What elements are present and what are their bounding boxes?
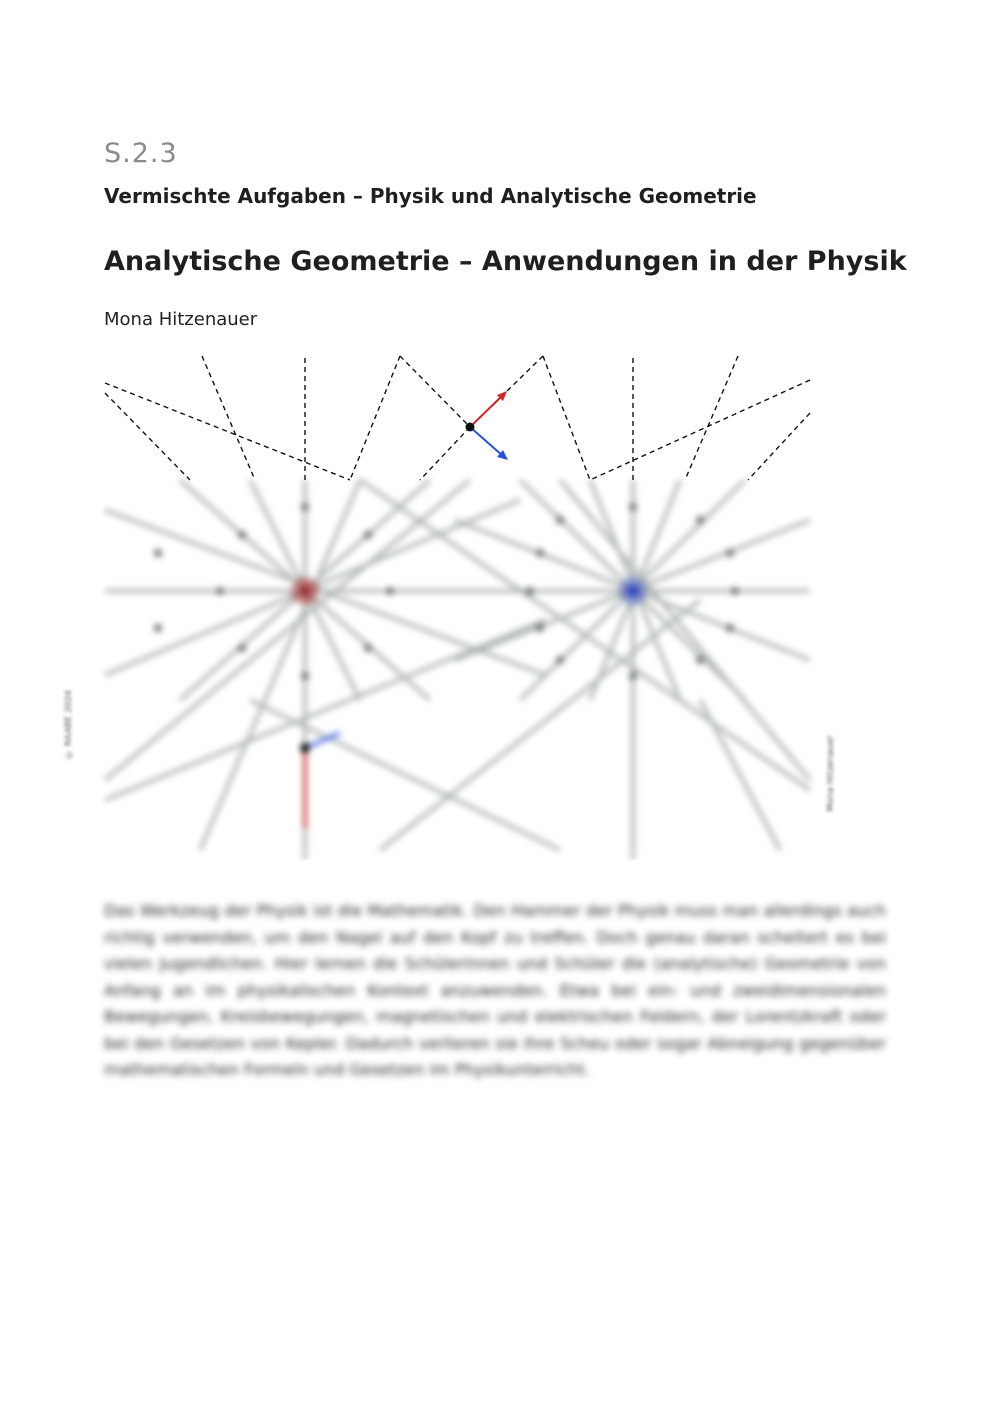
right-credit: Mona Hitzenauer xyxy=(826,735,836,812)
author-name: Mona Hitzenauer xyxy=(104,309,258,330)
dashed-construction-lines xyxy=(105,356,810,480)
force-vectors xyxy=(466,391,509,460)
field-figure xyxy=(60,350,860,860)
series-subtitle: Vermischte Aufgaben – Physik und Analytische Geometrie xyxy=(104,184,757,208)
intro-paragraph: Das Werkzeug der Physik ist die Mathematik. Den Hammer der Physik muss man allerdings auch richtig verwenden, um den Nagel auf den Kopf zu treffen. Doch genau daran scheitert es bei vielen Jugendlichen. Hier lernen die Schülerinnen und Schüler die (analytische) Geometrie von Anfang an im physikalischen Kontext anzuwenden. Etwa bei ein- und zweidimensionalen Bewegungen, Kreisbewegungen, magnetischen und elektrischen Feldern, der Lorentzkraft oder bei den Gesetzen von Kepler. Dadurch verlieren sie ihre Scheu oder sogar Abneigung gegenüber mathematischen Formeln und Gesetzen im Physikunterricht. xyxy=(104,901,886,1079)
section-code: S.2.3 xyxy=(104,138,178,169)
field-lines-blurred xyxy=(105,480,810,860)
left-credit: © RAABE 2024 xyxy=(64,690,74,759)
electric-field-illustration xyxy=(60,350,860,860)
test-charge xyxy=(466,423,475,432)
page-title: Analytische Geometrie – Anwendungen in der Physik xyxy=(104,246,907,277)
